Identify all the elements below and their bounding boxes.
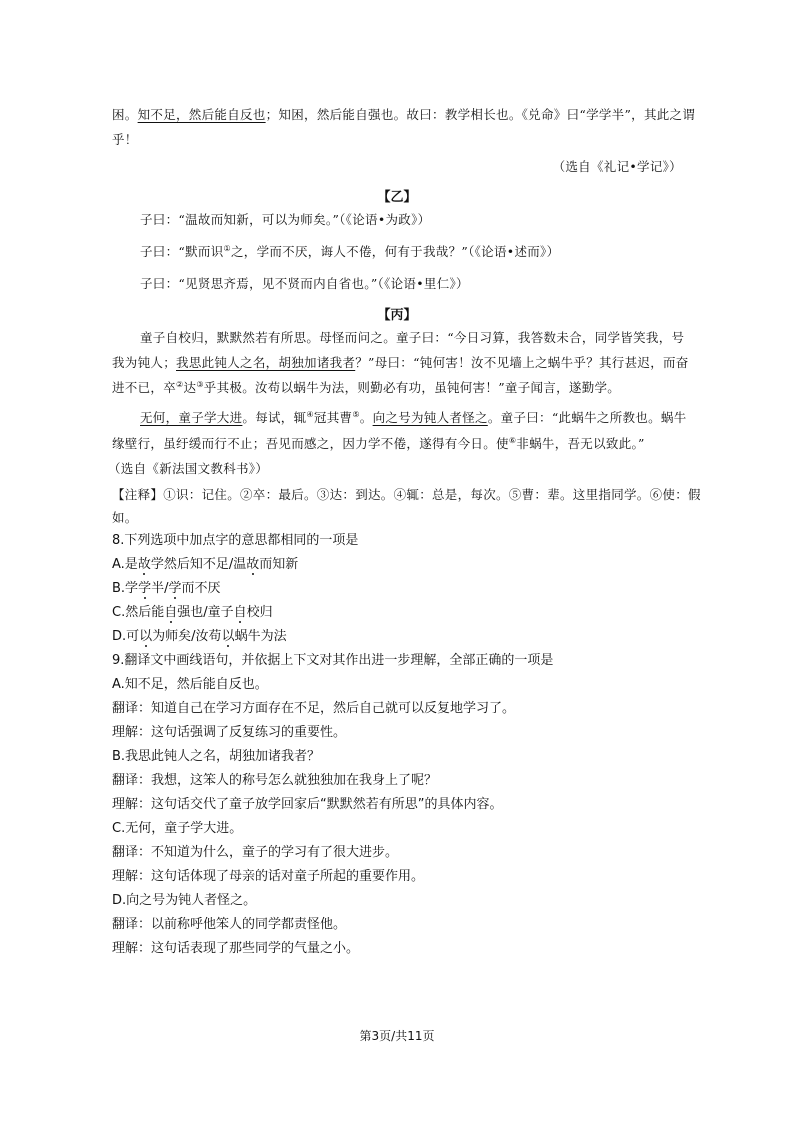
- dotted-char: 学: [168, 581, 182, 596]
- q8-option-b: B.学学半/学而不厌: [112, 581, 221, 596]
- bing-heading: 【丙】: [377, 308, 417, 323]
- q9-option-d: D.向之号为钝人者怪之。: [112, 893, 257, 908]
- dotted-char: 自: [233, 605, 247, 620]
- yi-para-3: 子曰：“见贤思齐焉，见不贤而内自省也。”（《论语•里仁》）: [140, 276, 469, 291]
- note-marker: ①: [223, 243, 231, 253]
- q9-stem: 9.翻译文中画线语句，并依据上下文对其作出进一步理解，全部正确的一项是: [112, 653, 554, 668]
- q9-option-d-translation: 翻译：以前称呼他笨人的同学都责怪他。: [112, 917, 347, 932]
- dotted-char: 自: [164, 605, 178, 620]
- q9-option-a-translation: 翻译：知道自己在学习方面存在不足，然后自己就可以反复地学习了。: [112, 701, 516, 716]
- yi-heading: 【乙】: [377, 190, 417, 205]
- note-marker: ②: [176, 379, 184, 389]
- underlined-sentence: 无何，童子学大进: [140, 410, 243, 425]
- q9-option-b-translation: 翻译：我想，这笨人的称号怎么就独独加在我身上了呢？: [112, 773, 438, 788]
- q9-option-a-understanding: 理解：这句话强调了反复练习的重要性。: [112, 725, 347, 740]
- note-marker: ⑥: [508, 435, 517, 445]
- jia-source: （选自《礼记•学记》）: [552, 159, 682, 174]
- q9-option-b: B.我思此钝人之名，胡独加诸我者？: [112, 749, 321, 764]
- note-marker: ③: [196, 379, 204, 389]
- text: 子曰：“默而识: [140, 244, 224, 259]
- text: 乎其极。汝苟以蜗牛为法，则勤必有功，虽钝何害！”童子闻言，遂勤学。: [203, 380, 621, 395]
- text: 。童子曰：“此蜗牛之所教也。蜗牛: [487, 410, 687, 425]
- q9-option-c: C.无何，童子学大进。: [112, 821, 243, 836]
- text: 非蜗牛，吾无以致此。”: [516, 436, 645, 451]
- bing-para-1-line-2: [112, 354, 689, 372]
- q9-option-c-understanding: 理解：这句话体现了母亲的话对童子所起的重要作用。: [112, 869, 425, 884]
- text: 之，学而不厌，诲人不倦，何有于我哉？”（《论语•述而》）: [230, 244, 560, 259]
- text: 我为钝人；: [112, 355, 177, 370]
- q8-option-d: D.可以为师矣/汝苟以蜗牛为法: [112, 629, 287, 644]
- bing-source: （选自《新法国文教科书》）: [108, 461, 269, 476]
- text: 。: [359, 410, 373, 425]
- text: 进不已，卒: [112, 380, 177, 395]
- q9-option-b-understanding: 理解：这句话交代了童子放学回家后“默默然若有所思”的具体内容。: [112, 797, 503, 812]
- bing-para-1-line-1: 童子自校归，默默然若有所思。母怪而问之。童子曰：“今日习算，我答数未合，同学皆笑我，号: [140, 330, 685, 345]
- text: 。每试，辄: [242, 410, 307, 425]
- underlined-sentence: 我思此钝人之名，胡独加诸我者: [176, 355, 356, 370]
- annotation-line-1: 【注释】①识：记住。②卒：最后。③达：到达。④辄：总是，每次。⑤曹：辈。这里指同学。⑥使：假: [112, 487, 701, 502]
- text: 困。: [112, 107, 138, 122]
- yi-para-2: [140, 243, 559, 261]
- dotted-char: 以: [221, 629, 235, 644]
- q9-option-d-understanding: 理解：这句话表现了那些同学的气量之小。: [112, 941, 360, 956]
- text: ？”母曰：“钝何害！汝不见墙上之蜗牛乎？其行甚迟，而奋: [355, 355, 689, 370]
- note-marker: ④: [306, 409, 314, 419]
- jia-line-1: [112, 106, 695, 124]
- jia-line-2: 乎！: [112, 132, 138, 147]
- underlined-sentence: 向之号为钝人者怪之: [372, 410, 488, 425]
- bing-para-2-line-1: [140, 409, 687, 427]
- dotted-char: 学: [138, 581, 152, 596]
- text: 达: [183, 380, 197, 395]
- annotation-line-2: 如。: [112, 510, 138, 525]
- text: ；知困，然后能自强也。故曰：教学相长也。《兑命》曰“学学半”，其此之谓: [265, 107, 696, 122]
- q8-option-c: C.然后能自强也/童子自校归: [112, 605, 273, 620]
- page-number: 第3页/共11页: [359, 1029, 435, 1043]
- underlined-sentence: 知不足，然后能自反也: [137, 107, 266, 122]
- dotted-char: 故: [246, 557, 260, 572]
- text: 冠其曹: [313, 410, 353, 425]
- dotted-char: 故: [137, 557, 151, 572]
- q8-option-a: A.是故学然后知不足/温故而知新: [112, 557, 299, 572]
- text: 缘壁行，虽纡缓而行不止；吾见而感之，因力学不倦，遂得有今日。使: [112, 436, 509, 451]
- note-marker: ⑤: [352, 409, 360, 419]
- yi-para-1: 子曰：“温故而知新，可以为师矣。”（《论语•为政》）: [140, 212, 431, 227]
- bing-para-2-line-2: [112, 435, 645, 453]
- bing-para-1-line-3: [112, 379, 620, 397]
- q9-option-c-translation: 翻译：不知道为什么，童子的学习有了很大进步。: [112, 845, 399, 860]
- q9-option-a: A.知不足，然后能自反也。: [112, 677, 268, 692]
- dotted-char: 以: [139, 629, 153, 644]
- q8-stem: 8.下列选项中加点字的意思都相同的一项是: [112, 533, 359, 548]
